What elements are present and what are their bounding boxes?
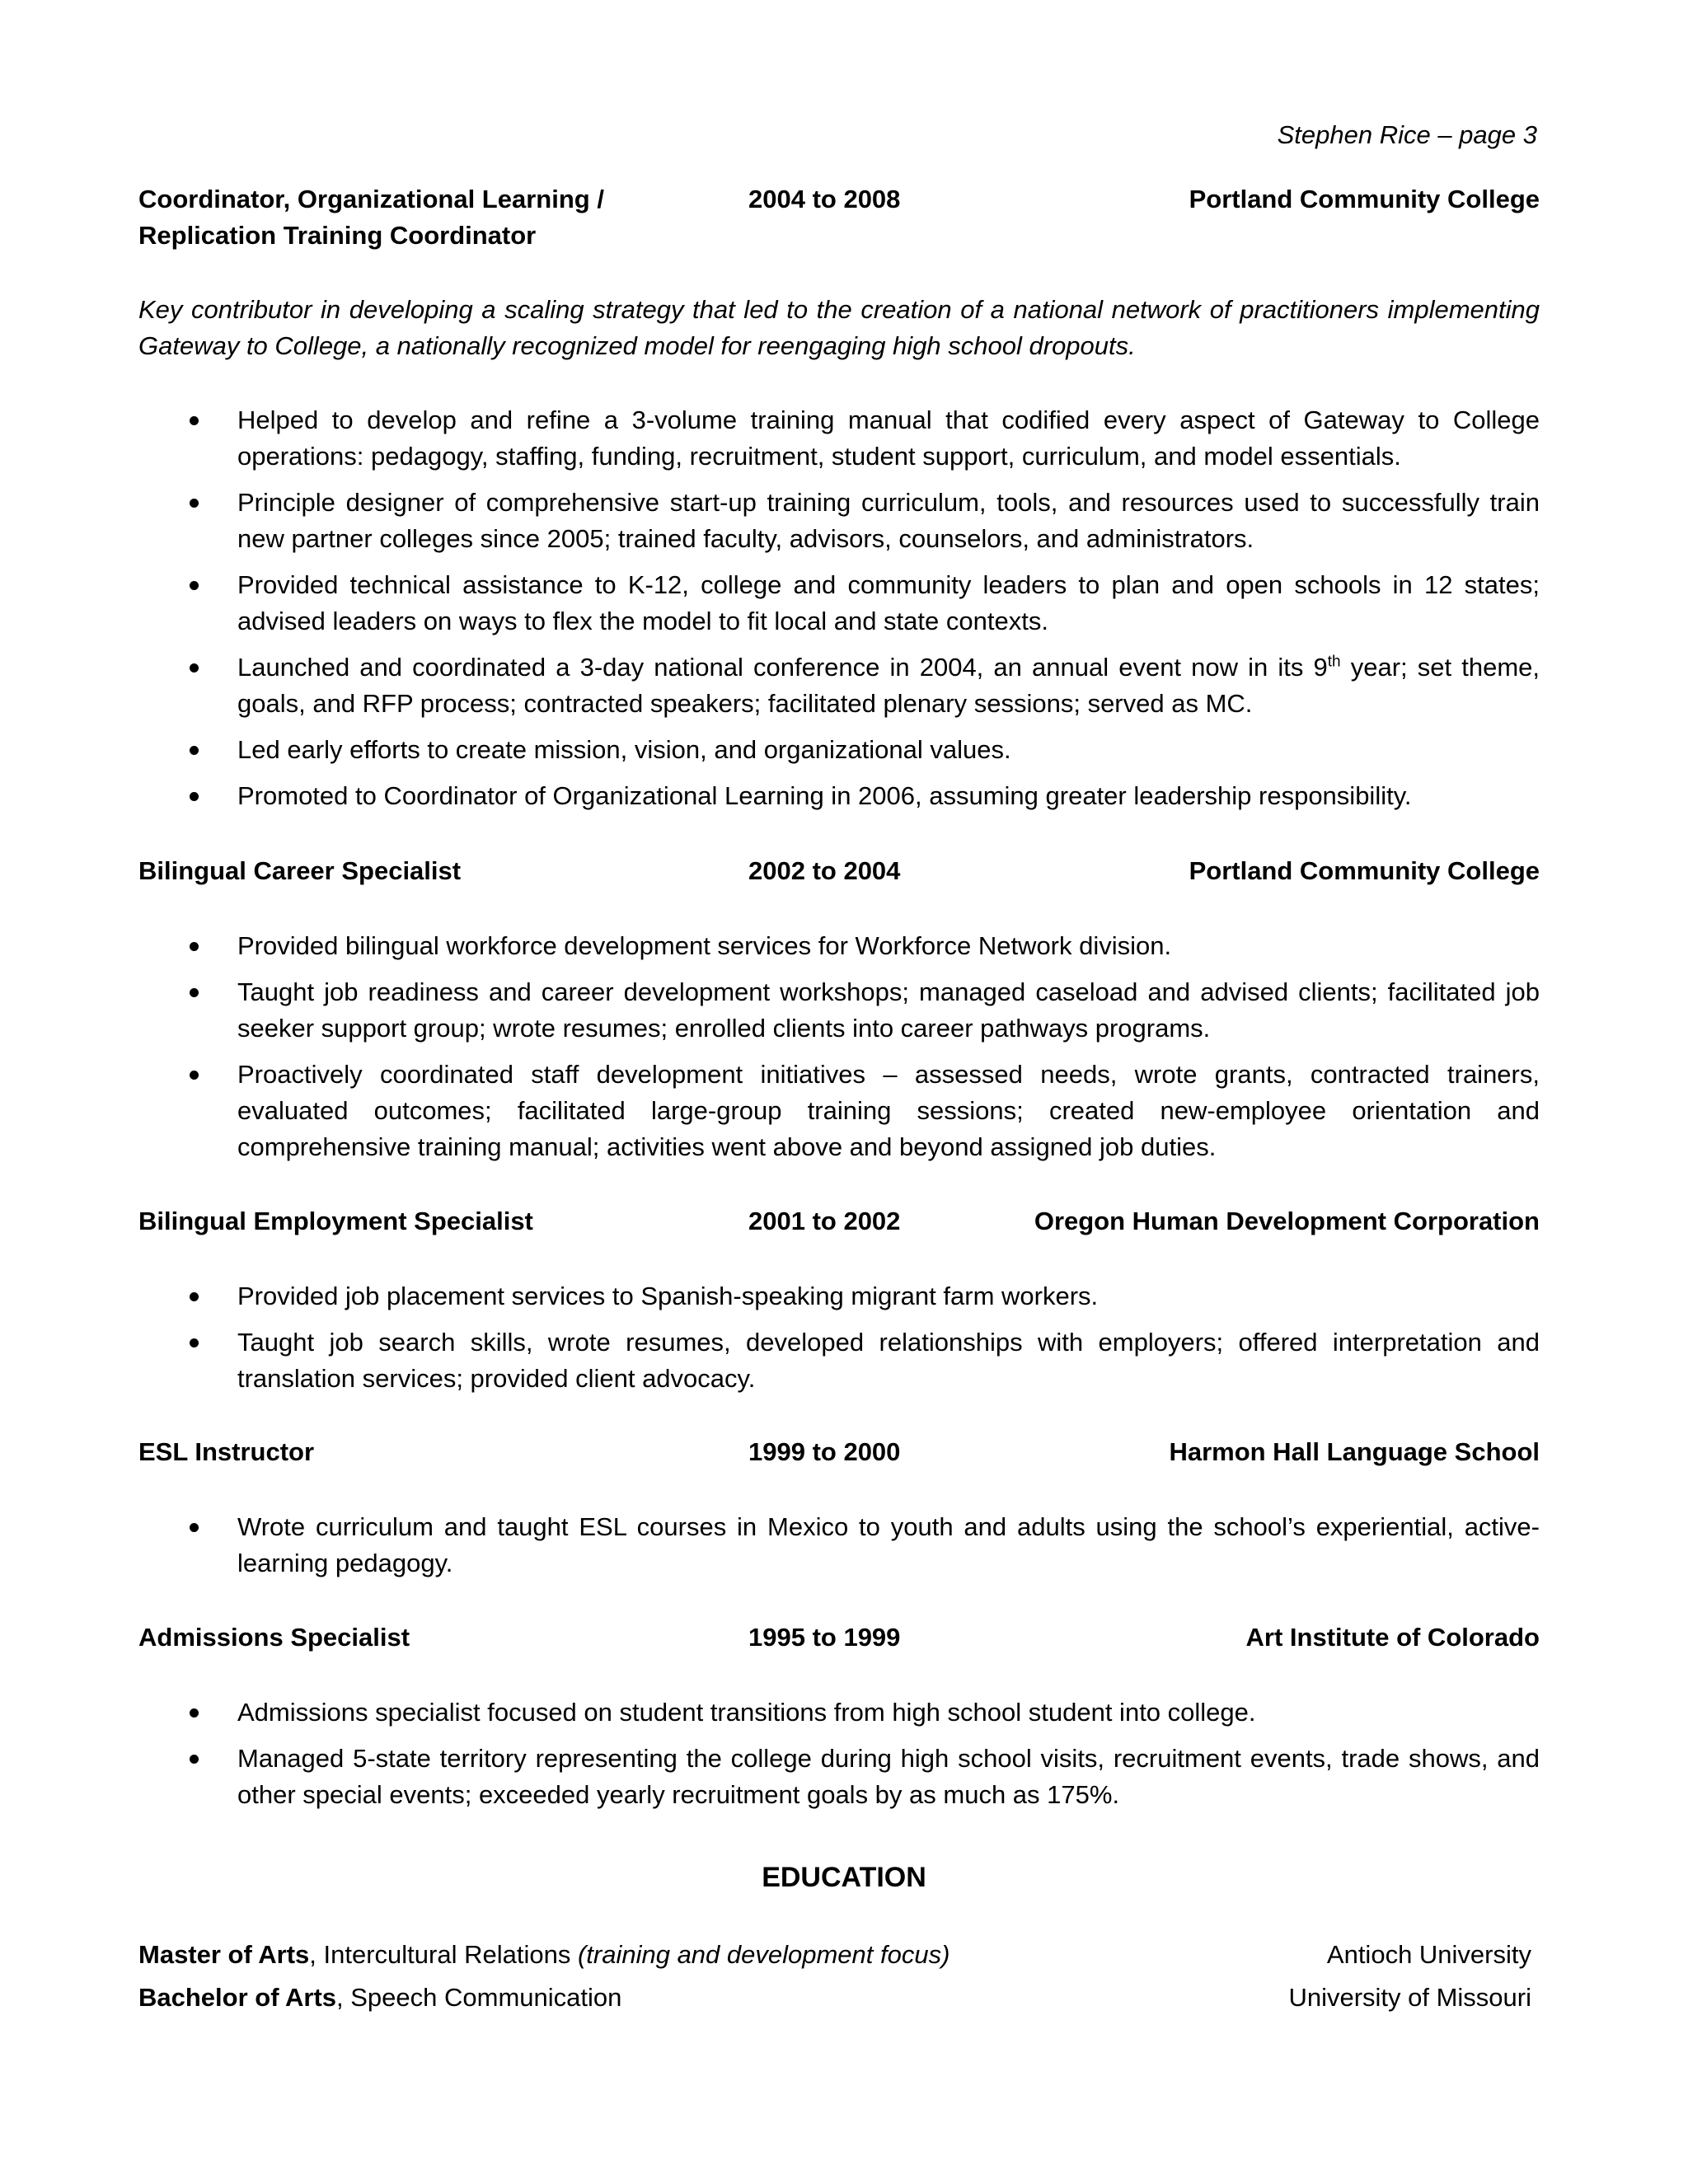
bullet-icon bbox=[190, 663, 199, 673]
education-heading: EDUCATION bbox=[762, 1862, 926, 1893]
job-org: Oregon Human Development Corporation bbox=[1034, 1207, 1540, 1235]
bullet-icon bbox=[190, 1523, 199, 1532]
job-title: Admissions Specialist bbox=[138, 1623, 410, 1652]
list-item: Promoted to Coordinator of Organizational Learning in 2006, assuming greater leadership responsibility. bbox=[138, 778, 1540, 814]
bullet-icon bbox=[190, 1708, 199, 1718]
bullet-list bbox=[138, 1278, 1540, 1407]
bullet-list bbox=[138, 928, 1540, 1175]
bullet-icon bbox=[190, 1071, 199, 1080]
bullet-icon bbox=[190, 988, 199, 997]
bullet-icon bbox=[190, 1338, 199, 1347]
bullet-icon bbox=[190, 416, 199, 425]
job-org: Portland Community College bbox=[1189, 856, 1540, 885]
list-item: Launched and coordinated a 3-day national conference in 2004, an annual event now in its 9th year; set theme, goals, and RFP process; contracted speakers; facilitated plenary sessions; served as MC. bbox=[138, 649, 1540, 722]
bullet-list bbox=[138, 1509, 1540, 1591]
job-title: Bilingual Employment Specialist bbox=[138, 1207, 533, 1235]
page-header-note: Stephen Rice – page 3 bbox=[1277, 120, 1537, 149]
list-item: Wrote curriculum and taught ESL courses in Mexico to youth and adults using the school’s experiential, active-learning pedagogy. bbox=[138, 1509, 1540, 1582]
job-title: Bilingual Career Specialist bbox=[138, 856, 462, 885]
bullet-icon bbox=[190, 746, 199, 755]
education-entry bbox=[138, 1937, 1531, 1973]
job-org: Portland Community College bbox=[1189, 185, 1540, 213]
bullet-icon bbox=[190, 1292, 199, 1301]
list-item: Helped to develop and refine a 3-volume training manual that codified every aspect of Gateway to College operations: pedagogy, staffing, funding, recruitment, student support, curriculum, and model essentials. bbox=[138, 402, 1540, 475]
list-item: Provided bilingual workforce development services for Workforce Network division. bbox=[138, 928, 1540, 964]
job-dates: 1999 to 2000 bbox=[748, 1437, 901, 1466]
school-name: Antioch University bbox=[1326, 1940, 1531, 1969]
bullet-icon bbox=[190, 942, 199, 951]
job-summary: Key contributor in developing a scaling strategy that led to the creation of a national network of practitioners implementing Gateway to College, a nationally recognized model for reengaging high school dropouts. bbox=[138, 295, 1540, 360]
school-name: University of Missouri bbox=[1288, 1983, 1531, 2012]
bullet-icon bbox=[190, 792, 199, 801]
list-item: Provided job placement services to Spanish-speaking migrant farm workers. bbox=[138, 1278, 1540, 1315]
list-item: Admissions specialist focused on student transitions from high school student into college. bbox=[138, 1694, 1540, 1731]
job-title-line: Coordinator, Organizational Learning / bbox=[138, 185, 604, 213]
bullet-icon bbox=[190, 1755, 199, 1764]
job-org: Art Institute of Colorado bbox=[1245, 1623, 1540, 1652]
job-title: ESL Instructor bbox=[138, 1437, 315, 1466]
job-dates: 2001 to 2002 bbox=[748, 1207, 901, 1235]
education-entry bbox=[138, 1980, 1531, 2016]
list-item: Led early efforts to create mission, vision, and organizational values. bbox=[138, 732, 1540, 768]
job-dates: 2004 to 2008 bbox=[748, 185, 901, 213]
job-dates: 1995 to 1999 bbox=[748, 1623, 901, 1652]
list-item: Managed 5-state territory representing the college during high school visits, recruitment events, trade shows, and other special events; exceeded yearly recruitment goals by as much as 175%. bbox=[138, 1741, 1540, 1813]
degree: Master of Arts, Intercultural Relations (training and development focus) bbox=[138, 1940, 950, 1969]
bullet-icon bbox=[190, 581, 199, 590]
bullet-list bbox=[138, 1694, 1540, 1823]
bullet-icon bbox=[190, 499, 199, 508]
job-dates: 2002 to 2004 bbox=[748, 856, 901, 885]
job-title-line: Replication Training Coordinator bbox=[138, 221, 537, 250]
list-item: Principle designer of comprehensive start-up training curriculum, tools, and resources used to successfully train new partner colleges since 2005; trained faculty, advisors, counselors, and administrators. bbox=[138, 485, 1540, 557]
list-item: Proactively coordinated staff development initiatives – assessed needs, wrote grants, contracted trainers, evaluated outcomes; facilitated large-group training sessions; created new-employee orientation and comprehensive training manual; activities went above and beyond assigned job duties. bbox=[138, 1057, 1540, 1165]
degree: Bachelor of Arts, Speech Communication bbox=[138, 1983, 622, 2012]
list-item: Taught job search skills, wrote resumes, developed relationships with employers; offered interpretation and translation services; provided client advocacy. bbox=[138, 1324, 1540, 1397]
job-title bbox=[138, 181, 666, 254]
job-org: Harmon Hall Language School bbox=[1169, 1437, 1540, 1466]
bullet-list bbox=[138, 402, 1540, 824]
list-item: Taught job readiness and career development workshops; managed caseload and advised clients; facilitated job seeker support group; wrote resumes; enrolled clients into career pathways programs. bbox=[138, 974, 1540, 1047]
list-item: Provided technical assistance to K-12, college and community leaders to plan and open schools in 12 states; advised leaders on ways to flex the model to fit local and state contexts. bbox=[138, 567, 1540, 640]
